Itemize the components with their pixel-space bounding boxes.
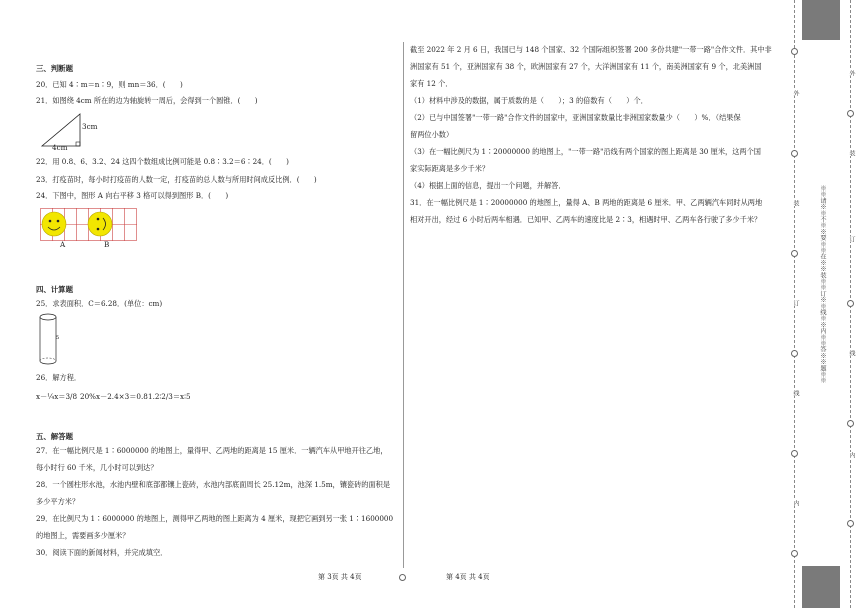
inner-mark-5: 内 xyxy=(848,452,855,458)
subquestion-2-line-2: 留两位小数） xyxy=(410,130,454,139)
triangle-label-3cm: 3cm xyxy=(82,122,98,131)
figure-label-a: A xyxy=(60,240,66,249)
outer-mark-4: 线 xyxy=(792,390,799,396)
binding-circle-10 xyxy=(847,520,854,527)
section-title-calculation: 四、计算题 xyxy=(36,285,73,294)
question-31-line-2: 相对开出，经过 6 小时后两车相遇．已知甲、乙两车的速度比是 2∶3，相遇时甲、乙两车各行驶了多少千米？ xyxy=(410,215,762,224)
smiley-face-b xyxy=(88,212,112,236)
section-title-solution: 五、解答题 xyxy=(36,432,73,441)
cylinder-height-label: 5 xyxy=(56,335,60,341)
news-paragraph-line-1: 截至 2022 年 2 月 6 日，我国已与 148 个国家、32 个国际组织签署 200 多份共建"一带一路"合作文件．其中非 xyxy=(410,45,772,54)
binding-circle-7 xyxy=(847,110,854,117)
equation-3: 1.2∶2/3＝x∶5 xyxy=(148,392,191,401)
binding-circle-1 xyxy=(791,48,798,55)
binding-circle-3 xyxy=(791,250,798,257)
binding-circle-9 xyxy=(847,420,854,427)
equation-2: 20%x－2.4×3＝0.8 xyxy=(80,392,148,401)
binding-circle-4 xyxy=(791,350,798,357)
question-26: 26．解方程． xyxy=(36,373,82,382)
question-27-line-2: 每小时行 60 千米，几小时可以到达？ xyxy=(36,463,158,472)
outer-mark-2: 装 xyxy=(792,200,799,206)
inner-mark-4: 线 xyxy=(848,350,855,356)
subquestion-3-line-1: （3）在一幅比例尺为 1∶20000000 的地图上，"一带一路"沿线有两个国家的图上距离是 30 厘米，这两个国 xyxy=(410,147,761,156)
question-20: 20．已知 4∶m＝n∶9，则 mn＝36．( ) xyxy=(36,80,183,89)
question-31-line-1: 31．在一幅比例尺是 1∶20000000 的地图上，量得 A、B 两地的距离是 6 厘米．甲、乙两辆汽车同时从两地 xyxy=(410,198,763,207)
figure-label-b: B xyxy=(104,240,110,249)
news-paragraph-line-3: 家有 12 个． xyxy=(410,79,453,88)
inner-mark-3: 订 xyxy=(848,236,855,242)
column-divider xyxy=(403,42,404,568)
grid-figure xyxy=(40,208,140,248)
binding-gray-bar-bottom xyxy=(802,566,840,608)
footer-circle-marker xyxy=(399,574,406,581)
binding-circle-2 xyxy=(791,150,798,157)
binding-warning-text: ※※请※※不※※要※※在※※装※※订※※线※※内※※答※※题※※ xyxy=(819,185,826,384)
question-28-line-1: 28．一个圆柱形水池，水池内壁和底部都镶上瓷砖，水池内部底面周长 25.12m，池深 1.5m，镶瓷砖的面积是 xyxy=(36,480,391,489)
outer-mark-5: 内 xyxy=(792,500,799,506)
question-28-line-2: 多少平方米？ xyxy=(36,497,80,506)
right-triangle-figure xyxy=(40,110,110,152)
news-paragraph-line-2: 洲国家有 51 个，亚洲国家有 38 个，欧洲国家有 27 个，大洋洲国家有 11 个，南美洲国家有 9 个，北美洲国 xyxy=(410,62,762,71)
question-23: 23．打疫苗时，每小时打疫苗的人数一定，打疫苗的总人数与所用时间成反比例．( ) xyxy=(36,175,317,184)
binding-circle-5 xyxy=(791,450,798,457)
question-29-line-2: 的地图上，需要画多少厘米？ xyxy=(36,531,130,540)
subquestion-4: （4）根据上面的信息，提出一个问题，并解答． xyxy=(410,181,566,190)
page-number-4: 第 4页 共 4页 xyxy=(446,573,490,581)
binding-gray-bar-top xyxy=(802,0,840,40)
page-number-3: 第 3页 共 4页 xyxy=(318,573,362,581)
subquestion-2-line-1: （2）已与中国签署"一带一路"合作文件的国家中，亚洲国家数量比非洲国家数量少（ ）%．（结果保 xyxy=(410,113,741,122)
question-29-line-1: 29．在比例尺为 1∶6000000 的地图上，测得甲乙两地的图上距离为 4 厘米，现把它画到另一张 1∶1600000 xyxy=(36,514,394,523)
question-30: 30．阅读下面的新闻材料，并完成填空． xyxy=(36,548,168,557)
triangle-label-4cm: 4cm xyxy=(52,143,68,152)
inner-mark-1: 外 xyxy=(848,70,855,76)
binding-strip xyxy=(786,0,860,608)
cylinder-figure xyxy=(38,311,64,369)
question-25: 25．求表面积．C＝6.28．(单位：cm) xyxy=(36,299,163,308)
inner-mark-2: 装 xyxy=(848,150,855,156)
subquestion-1: （1）材料中涉及的数据，属于质数的是（ ）；3 的倍数有（ ）个． xyxy=(410,96,648,105)
smiley-face-a xyxy=(42,212,66,236)
section-title-judgment: 三、判断题 xyxy=(36,64,73,73)
binding-circle-6 xyxy=(791,550,798,557)
question-24: 24．下图中，图形 A 向右平移 3 格可以得到图形 B．( ) xyxy=(36,191,229,200)
question-21: 21．如图绕 4cm 所在的边为轴旋转一周后，会得到一个圆锥．( ) xyxy=(36,96,258,105)
outer-mark-3: 订 xyxy=(792,300,799,306)
question-27-line-1: 27．在一幅比例尺是 1∶6000000 的地图上，量得甲、乙两地的距离是 15 厘米．一辆汽车从甲地开往乙地， xyxy=(36,446,388,455)
binding-circle-8 xyxy=(847,300,854,307)
equation-1: x－¼x＝3/8 xyxy=(36,392,78,401)
question-22: 22．用 0.8、6、3.2、24 这四个数组成比例可能是 0.8∶3.2＝6∶24．( ) xyxy=(36,157,289,166)
outer-mark-1: 外 xyxy=(792,90,799,96)
subquestion-3-line-2: 家实际距离是多少千米？ xyxy=(410,164,490,173)
